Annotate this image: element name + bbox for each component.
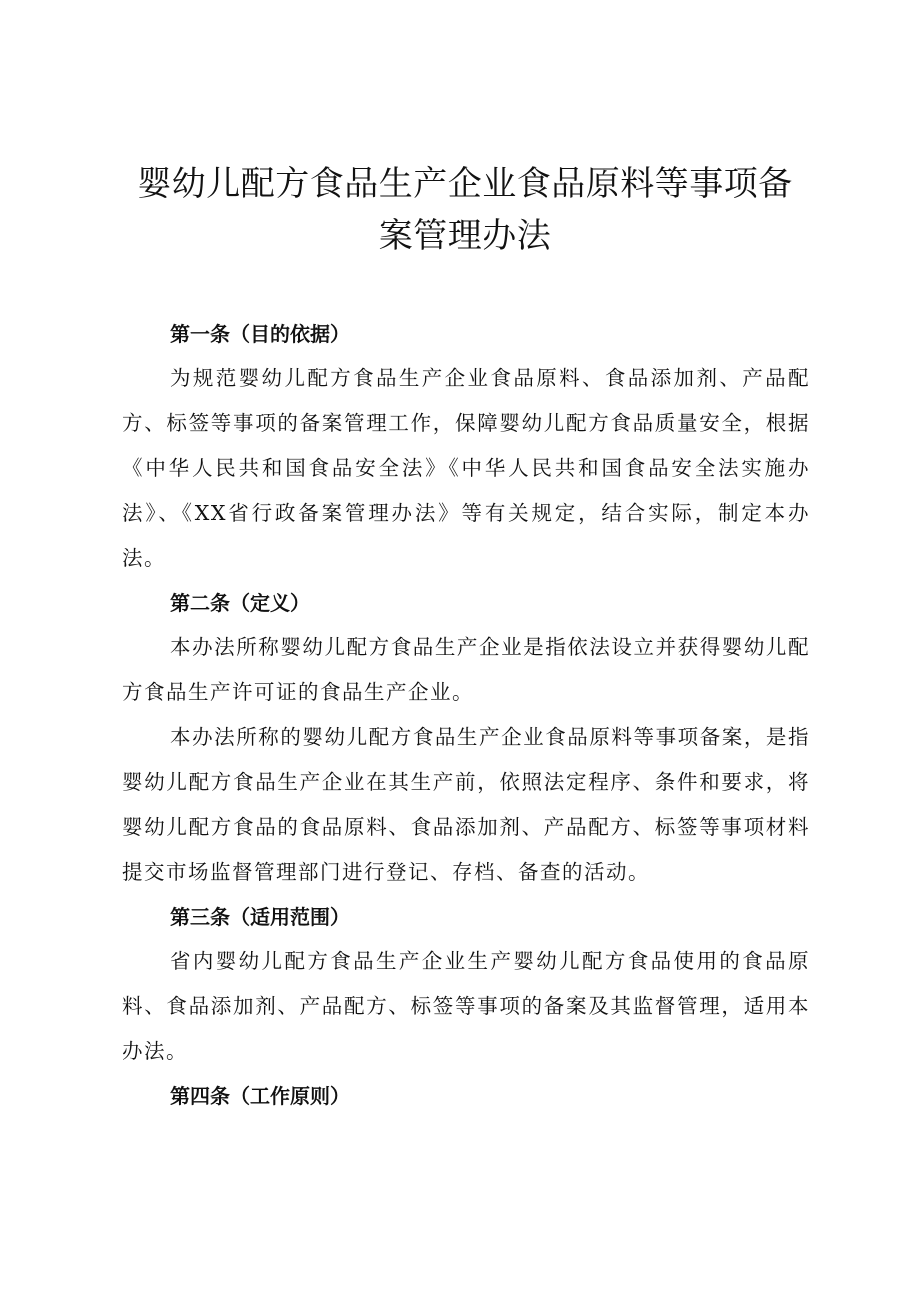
article-3 [122,895,810,1074]
article-paragraph: 为规范婴幼儿配方食品生产企业食品原料、食品添加剂、产品配方、标签等事项的备案管理工作，保障婴幼儿配方食品质量安全，根据《中华人民共和国食品安全法》《中华人民共和国食品安全法实施办法》、《XX省行政备案管理办法》等有关规定，结合实际，制定本办法。 [122,366,810,570]
title-line-1: 婴幼儿配方食品生产企业食品原料等事项备 [137,164,793,204]
article-heading: 第二条（定义） [170,591,310,615]
article-paragraph: 省内婴幼儿配方食品生产企业生产婴幼儿配方食品使用的食品原料、食品添加剂、产品配方、标签等事项的备案及其监督管理，适用本办法。 [122,949,810,1063]
article-4 [122,1074,810,1118]
article-heading: 第四条（工作原则） [170,1084,350,1108]
article-heading: 第一条（目的依据） [170,322,350,346]
article-2 [122,581,810,895]
article-paragraph: 本办法所称的婴幼儿配方食品生产企业食品原料等事项备案，是指婴幼儿配方食品生产企业在其生产前，依照法定程序、条件和要求，将婴幼儿配方食品的食品原料、食品添加剂、产品配方、标签等事项材料提交市场监督管理部门进行登记、存档、备查的活动。 [122,725,810,884]
article-paragraph: 本办法所称婴幼儿配方食品生产企业是指依法设立并获得婴幼儿配方食品生产许可证的食品生产企业。 [122,635,810,704]
document-title [120,158,810,262]
document-body [122,312,810,1118]
article-heading: 第三条（适用范围） [170,905,350,929]
article-1 [122,312,810,581]
title-line-2: 案管理办法 [378,216,552,256]
